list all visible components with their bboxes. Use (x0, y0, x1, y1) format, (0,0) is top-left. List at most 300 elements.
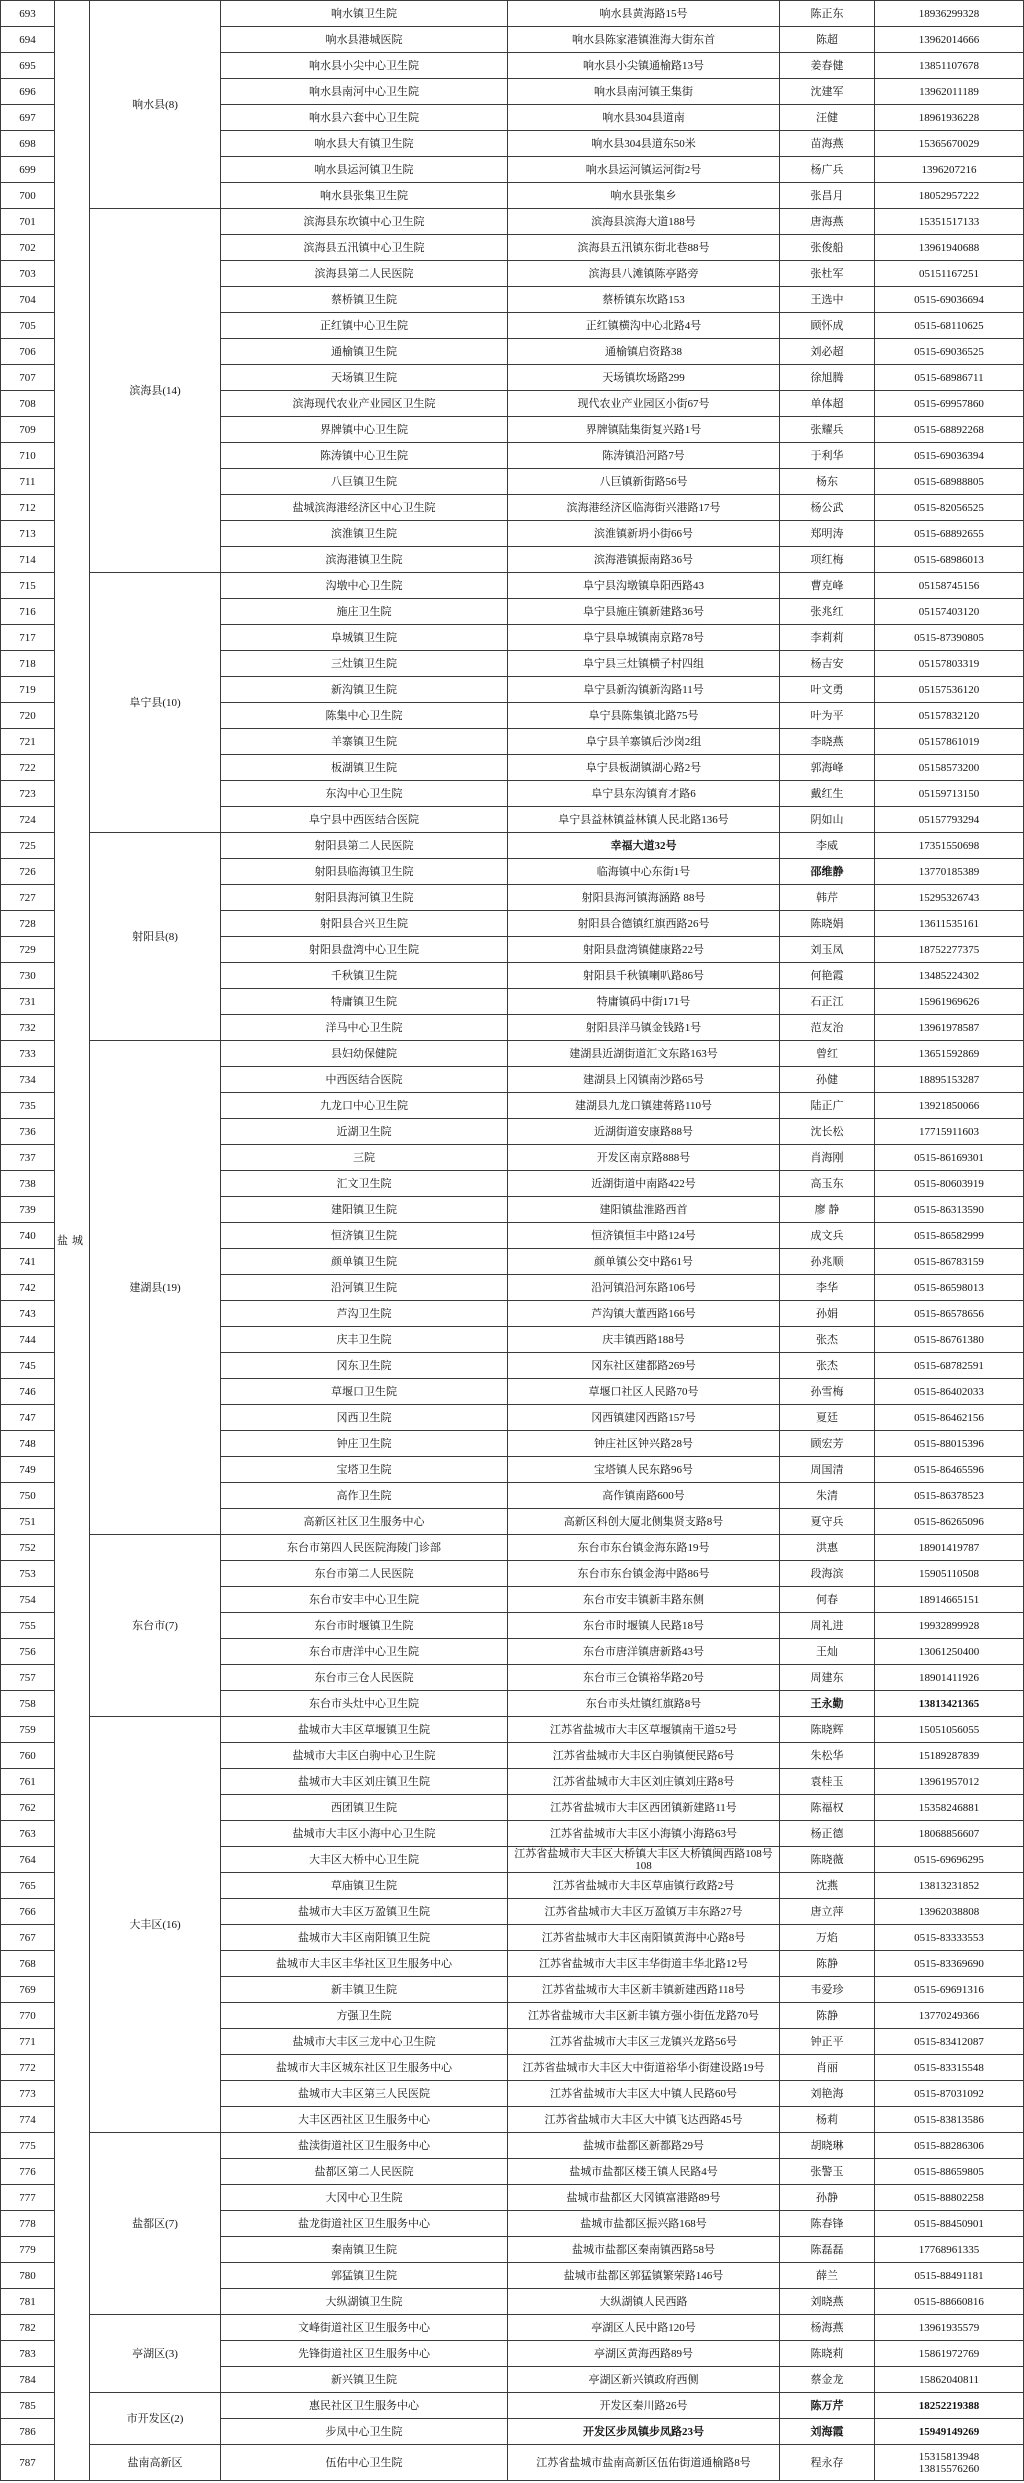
institution-name: 东台市安丰中心卫生院 (221, 1587, 508, 1613)
institution-name: 草堰口卫生院 (221, 1379, 508, 1405)
phone-number: 18752277375 (875, 937, 1024, 963)
row-number: 738 (1, 1171, 55, 1197)
institution-address: 响水县小尖镇通榆路13号 (508, 53, 780, 79)
institution-address: 建湖县九龙口镇建蒋路110号 (508, 1093, 780, 1119)
institution-address: 沿河镇沿河东路106号 (508, 1275, 780, 1301)
phone-number: 0515-86578656 (875, 1301, 1024, 1327)
contact-person: 陈晓莉 (780, 2341, 875, 2367)
institution-name: 高新区社区卫生服务中心 (221, 1509, 508, 1535)
institution-name: 响水县南河中心卫生院 (221, 79, 508, 105)
phone-number: 0515-86265096 (875, 1509, 1024, 1535)
institution-address: 开发区秦川路26号 (508, 2393, 780, 2419)
phone-number: 18936299328 (875, 1, 1024, 27)
phone-number: 13921850066 (875, 1093, 1024, 1119)
contact-person: 陈超 (780, 27, 875, 53)
institution-name: 秦南镇卫生院 (221, 2237, 508, 2263)
row-number: 776 (1, 2159, 55, 2185)
contact-person: 李晓燕 (780, 729, 875, 755)
institution-name: 大冈中心卫生院 (221, 2185, 508, 2211)
institution-address: 建阳镇盐淮路西首 (508, 1197, 780, 1223)
institution-address: 江苏省盐城市大丰区大桥镇大丰区大桥镇闽西路108号108 (508, 1847, 780, 1873)
phone-number: 18052957222 (875, 183, 1024, 209)
contact-person: 于利华 (780, 443, 875, 469)
institution-address: 亭湖区黄海西路89号 (508, 2341, 780, 2367)
institution-address: 响水县304县道南 (508, 105, 780, 131)
row-number: 743 (1, 1301, 55, 1327)
institution-address: 盐城市盐都区郭猛镇繁荣路146号 (508, 2263, 780, 2289)
contact-person: 张昌月 (780, 183, 875, 209)
row-number: 780 (1, 2263, 55, 2289)
institution-name: 先锋街道社区卫生服务中心 (221, 2341, 508, 2367)
institution-name: 正红镇中心卫生院 (221, 313, 508, 339)
institution-address: 江苏省盐城市大丰区三龙镇兴龙路56号 (508, 2029, 780, 2055)
institution-address: 特庸镇码中街171号 (508, 989, 780, 1015)
row-number: 728 (1, 911, 55, 937)
institution-name: 冈西卫生院 (221, 1405, 508, 1431)
institution-name: 响水镇卫生院 (221, 1, 508, 27)
phone-number: 13770249366 (875, 2003, 1024, 2029)
row-number: 725 (1, 833, 55, 859)
row-number: 742 (1, 1275, 55, 1301)
institution-name: 三灶镇卫生院 (221, 651, 508, 677)
phone-number: 18914665151 (875, 1587, 1024, 1613)
row-number: 713 (1, 521, 55, 547)
contact-person: 李华 (780, 1275, 875, 1301)
institution-name: 惠民社区卫生服务中心 (221, 2393, 508, 2419)
institution-address: 江苏省盐城市大丰区草庙镇行政路2号 (508, 1873, 780, 1899)
institution-address: 恒济镇恒丰中路124号 (508, 1223, 780, 1249)
row-number: 710 (1, 443, 55, 469)
phone-number: 13961935579 (875, 2315, 1024, 2341)
institution-name: 盐渎街道社区卫生服务中心 (221, 2133, 508, 2159)
institution-address: 滨海县八滩镇陈亭路旁 (508, 261, 780, 287)
phone-number: 0515-83412087 (875, 2029, 1024, 2055)
contact-person: 沈建军 (780, 79, 875, 105)
row-number: 721 (1, 729, 55, 755)
contact-person: 邵维静 (780, 859, 875, 885)
county-cell: 盐南高新区 (90, 2445, 221, 2481)
row-number: 724 (1, 807, 55, 833)
institution-address: 大纵湖镇人民西路 (508, 2289, 780, 2315)
row-number: 708 (1, 391, 55, 417)
phone-number: 0515-68988805 (875, 469, 1024, 495)
institution-name: 中西医结合医院 (221, 1067, 508, 1093)
contact-person: 周建东 (780, 1665, 875, 1691)
institution-name: 芦沟卫生院 (221, 1301, 508, 1327)
contact-person: 陈磊磊 (780, 2237, 875, 2263)
phone-number: 0515-86761380 (875, 1327, 1024, 1353)
row-number: 704 (1, 287, 55, 313)
row-number: 769 (1, 1977, 55, 2003)
row-number: 787 (1, 2445, 55, 2481)
institution-address: 东台市三仓镇裕华路20号 (508, 1665, 780, 1691)
phone-number: 05158573200 (875, 755, 1024, 781)
institution-name: 响水县小尖中心卫生院 (221, 53, 508, 79)
institution-name: 东台市三仓人民医院 (221, 1665, 508, 1691)
row-number: 703 (1, 261, 55, 287)
phone-number: 0515-68986711 (875, 365, 1024, 391)
contact-person: 段海滨 (780, 1561, 875, 1587)
phone-number: 15189287839 (875, 1743, 1024, 1769)
phone-number: 0515-69036394 (875, 443, 1024, 469)
institution-address: 天场镇坎场路299 (508, 365, 780, 391)
row-number: 719 (1, 677, 55, 703)
institution-address: 响水县黄海路15号 (508, 1, 780, 27)
institution-name: 洋马中心卫生院 (221, 1015, 508, 1041)
phone-number: 05157536120 (875, 677, 1024, 703)
contact-person: 杨公武 (780, 495, 875, 521)
phone-number: 0515-88802258 (875, 2185, 1024, 2211)
institution-address: 响水县张集乡 (508, 183, 780, 209)
phone-number: 0515-86462156 (875, 1405, 1024, 1431)
phone-number: 0515-86465596 (875, 1457, 1024, 1483)
row-number: 731 (1, 989, 55, 1015)
row-number: 786 (1, 2419, 55, 2445)
phone-number: 0515-68110625 (875, 313, 1024, 339)
institution-address: 东台市头灶镇红旗路8号 (508, 1691, 780, 1717)
row-number: 768 (1, 1951, 55, 1977)
contact-person: 陈正东 (780, 1, 875, 27)
institution-name: 盐城市大丰区第三人民医院 (221, 2081, 508, 2107)
institution-address: 阜宁县沟墩镇阜阳西路43 (508, 573, 780, 599)
institution-name: 盐城市大丰区小海中心卫生院 (221, 1821, 508, 1847)
institution-address: 东台市唐洋镇唐新路43号 (508, 1639, 780, 1665)
row-number: 717 (1, 625, 55, 651)
institution-name: 新兴镇卫生院 (221, 2367, 508, 2393)
row-number: 722 (1, 755, 55, 781)
institution-name: 盐城市大丰区刘庄镇卫生院 (221, 1769, 508, 1795)
institution-address: 盐城市盐都区楼王镇人民路4号 (508, 2159, 780, 2185)
county-cell: 亭湖区(3) (90, 2315, 221, 2393)
row-number: 771 (1, 2029, 55, 2055)
phone-number: 0515-88286306 (875, 2133, 1024, 2159)
phone-number: 18901411926 (875, 1665, 1024, 1691)
contact-person: 叶文勇 (780, 677, 875, 703)
row-number: 747 (1, 1405, 55, 1431)
phone-number: 0515-68892655 (875, 521, 1024, 547)
institution-address: 盐城市盐都区秦南镇西路58号 (508, 2237, 780, 2263)
contact-person: 袁桂玉 (780, 1769, 875, 1795)
institution-name: 射阳县第二人民医院 (221, 833, 508, 859)
contact-person: 苗海燕 (780, 131, 875, 157)
row-number: 767 (1, 1925, 55, 1951)
institution-address: 盐城市盐都区新都路29号 (508, 2133, 780, 2159)
contact-person: 刘艳海 (780, 2081, 875, 2107)
institution-name: 滨海县第二人民医院 (221, 261, 508, 287)
phone-number: 13961978587 (875, 1015, 1024, 1041)
contact-person: 杨广兵 (780, 157, 875, 183)
institution-name: 滨海港镇卫生院 (221, 547, 508, 573)
institution-address: 近湖街道安康路88号 (508, 1119, 780, 1145)
institution-name: 新沟镇卫生院 (221, 677, 508, 703)
institution-address: 响水县陈家港镇淮海大街东首 (508, 27, 780, 53)
county-cell: 建湖县(19) (90, 1041, 221, 1535)
contact-person: 洪惠 (780, 1535, 875, 1561)
phone-number: 13813421365 (875, 1691, 1024, 1717)
contact-person: 唐海燕 (780, 209, 875, 235)
institution-name: 盐都区第二人民医院 (221, 2159, 508, 2185)
phone-number: 0515-87031092 (875, 2081, 1024, 2107)
phone-number: 0515-83333553 (875, 1925, 1024, 1951)
institution-address: 阜宁县阜城镇南京路78号 (508, 625, 780, 651)
institution-address: 阜宁县三灶镇横子村四组 (508, 651, 780, 677)
contact-person: 朱清 (780, 1483, 875, 1509)
institution-address: 东台市东台镇金海中路86号 (508, 1561, 780, 1587)
row-number: 729 (1, 937, 55, 963)
phone-number: 15315813948 13815576260 (875, 2445, 1024, 2481)
institution-address: 江苏省盐城市大丰区大中镇人民路60号 (508, 2081, 780, 2107)
institution-name: 盐城市大丰区万盈镇卫生院 (221, 1899, 508, 1925)
contact-person: 郭海峰 (780, 755, 875, 781)
contact-person: 陈静 (780, 2003, 875, 2029)
institution-address: 建湖县近湖街道汇文东路163号 (508, 1041, 780, 1067)
contact-person: 张杰 (780, 1353, 875, 1379)
contact-person: 程永存 (780, 2445, 875, 2481)
institution-name: 恒济镇卫生院 (221, 1223, 508, 1249)
phone-number: 05157793294 (875, 807, 1024, 833)
institution-name: 天场镇卫生院 (221, 365, 508, 391)
phone-number: 13485224302 (875, 963, 1024, 989)
institution-address: 开发区步凤镇步凤路23号 (508, 2419, 780, 2445)
institution-name: 大纵湖镇卫生院 (221, 2289, 508, 2315)
institution-name: 滨海现代农业产业园区卫生院 (221, 391, 508, 417)
institution-name: 射阳县盘湾中心卫生院 (221, 937, 508, 963)
row-number: 733 (1, 1041, 55, 1067)
county-cell: 盐都区(7) (90, 2133, 221, 2315)
contact-person: 张杰 (780, 1327, 875, 1353)
contact-person: 顾怀成 (780, 313, 875, 339)
row-number: 705 (1, 313, 55, 339)
institution-name: 盐城市大丰区城东社区卫生服务中心 (221, 2055, 508, 2081)
contact-person: 姜春健 (780, 53, 875, 79)
contact-person: 叶为平 (780, 703, 875, 729)
institution-name: 高作卫生院 (221, 1483, 508, 1509)
row-number: 751 (1, 1509, 55, 1535)
contact-person: 阴如山 (780, 807, 875, 833)
phone-number: 05158745156 (875, 573, 1024, 599)
institution-name: 新丰镇卫生院 (221, 1977, 508, 2003)
contact-person: 陈万芹 (780, 2393, 875, 2419)
contact-person: 陈福权 (780, 1795, 875, 1821)
institution-name: 沟墩中心卫生院 (221, 573, 508, 599)
phone-number: 13962011189 (875, 79, 1024, 105)
institution-address: 响水县南河镇王集街 (508, 79, 780, 105)
institution-address: 射阳县合德镇红旗西路26号 (508, 911, 780, 937)
contact-person: 王选中 (780, 287, 875, 313)
contact-person: 徐旭腾 (780, 365, 875, 391)
phone-number: 05157803319 (875, 651, 1024, 677)
row-number: 761 (1, 1769, 55, 1795)
institution-name: 县妇幼保健院 (221, 1041, 508, 1067)
institution-name: 郭猛镇卫生院 (221, 2263, 508, 2289)
row-number: 744 (1, 1327, 55, 1353)
phone-number: 0515-87390805 (875, 625, 1024, 651)
row-number: 756 (1, 1639, 55, 1665)
contact-person: 杨正德 (780, 1821, 875, 1847)
institution-address: 建湖县上冈镇南沙路65号 (508, 1067, 780, 1093)
row-number: 735 (1, 1093, 55, 1119)
county-cell: 响水县(8) (90, 1, 221, 209)
contact-person: 项红梅 (780, 547, 875, 573)
institution-name: 近湖卫生院 (221, 1119, 508, 1145)
institution-name: 千秋镇卫生院 (221, 963, 508, 989)
contact-person: 高玉东 (780, 1171, 875, 1197)
institution-address: 阜宁县施庄镇新建路36号 (508, 599, 780, 625)
institution-address: 滨海县滨海大道188号 (508, 209, 780, 235)
institution-name: 方强卫生院 (221, 2003, 508, 2029)
contact-person: 杨海燕 (780, 2315, 875, 2341)
contact-person: 周礼进 (780, 1613, 875, 1639)
phone-number: 15365670029 (875, 131, 1024, 157)
institution-name: 颜单镇卫生院 (221, 1249, 508, 1275)
institution-address: 江苏省盐城市大丰区西团镇新建路11号 (508, 1795, 780, 1821)
row-number: 785 (1, 2393, 55, 2419)
phone-number: 18068856607 (875, 1821, 1024, 1847)
phone-number: 0515-83315548 (875, 2055, 1024, 2081)
institution-address: 冈西镇建冈西路157号 (508, 1405, 780, 1431)
contact-person: 廖 静 (780, 1197, 875, 1223)
row-number: 697 (1, 105, 55, 131)
row-number: 758 (1, 1691, 55, 1717)
institution-address: 通榆镇启资路38 (508, 339, 780, 365)
row-number: 755 (1, 1613, 55, 1639)
row-number: 695 (1, 53, 55, 79)
institution-address: 响水县304县道东50米 (508, 131, 780, 157)
institution-address: 冈东社区建都路269号 (508, 1353, 780, 1379)
institution-name: 三院 (221, 1145, 508, 1171)
institution-address: 临海镇中心东街1号 (508, 859, 780, 885)
row-number: 763 (1, 1821, 55, 1847)
row-number: 723 (1, 781, 55, 807)
institution-address: 阜宁县东沟镇育才路6 (508, 781, 780, 807)
contact-person: 范友治 (780, 1015, 875, 1041)
row-number: 779 (1, 2237, 55, 2263)
phone-number: 0515-86402033 (875, 1379, 1024, 1405)
contact-person: 韩芹 (780, 885, 875, 911)
row-number: 762 (1, 1795, 55, 1821)
row-number: 712 (1, 495, 55, 521)
institution-address: 江苏省盐城市盐南高新区伍佑街道通榆路8号 (508, 2445, 780, 2481)
phone-number: 0515-86313590 (875, 1197, 1024, 1223)
phone-number: 13962038808 (875, 1899, 1024, 1925)
phone-number: 13770185389 (875, 859, 1024, 885)
institution-address: 江苏省盐城市大丰区草堰镇南干道52号 (508, 1717, 780, 1743)
institution-address: 射阳县洋马镇金钱路1号 (508, 1015, 780, 1041)
contact-person: 刘玉凤 (780, 937, 875, 963)
phone-number: 0515-82056525 (875, 495, 1024, 521)
institution-name: 东台市头灶中心卫生院 (221, 1691, 508, 1717)
institution-name: 蔡桥镇卫生院 (221, 287, 508, 313)
county-cell: 大丰区(16) (90, 1717, 221, 2133)
institution-address: 江苏省盐城市大丰区丰华街道丰华北路12号 (508, 1951, 780, 1977)
contact-person: 薛兰 (780, 2263, 875, 2289)
phone-number: 18961936228 (875, 105, 1024, 131)
row-number: 730 (1, 963, 55, 989)
phone-number: 0515-68782591 (875, 1353, 1024, 1379)
institution-name: 文峰街道社区卫生服务中心 (221, 2315, 508, 2341)
phone-number: 0515-68986013 (875, 547, 1024, 573)
institution-name: 射阳县临海镇卫生院 (221, 859, 508, 885)
institution-address: 滨海港经济区临海街兴港路17号 (508, 495, 780, 521)
phone-number: 0515-88660816 (875, 2289, 1024, 2315)
row-number: 753 (1, 1561, 55, 1587)
institution-address: 射阳县千秋镇喇叭路86号 (508, 963, 780, 989)
row-number: 778 (1, 2211, 55, 2237)
institution-name: 西团镇卫生院 (221, 1795, 508, 1821)
contact-person: 汪健 (780, 105, 875, 131)
row-number: 736 (1, 1119, 55, 1145)
institution-name: 东台市第四人民医院海陵门诊部 (221, 1535, 508, 1561)
phone-number: 05157832120 (875, 703, 1024, 729)
phone-number: 05151167251 (875, 261, 1024, 287)
institution-name: 庆丰卫生院 (221, 1327, 508, 1353)
institution-address: 亭湖区新兴镇政府西侧 (508, 2367, 780, 2393)
contact-person: 张耀兵 (780, 417, 875, 443)
institution-name: 响水县运河镇卫生院 (221, 157, 508, 183)
institution-address: 草堰口社区人民路70号 (508, 1379, 780, 1405)
phone-number: 0515-83813586 (875, 2107, 1024, 2133)
institution-name: 大丰区大桥中心卫生院 (221, 1847, 508, 1873)
contact-person: 成文兵 (780, 1223, 875, 1249)
county-cell: 阜宁县(10) (90, 573, 221, 833)
phone-number: 17715911603 (875, 1119, 1024, 1145)
row-number: 700 (1, 183, 55, 209)
contact-person: 胡晓琳 (780, 2133, 875, 2159)
row-number: 752 (1, 1535, 55, 1561)
institution-address: 幸福大道32号 (508, 833, 780, 859)
row-number: 760 (1, 1743, 55, 1769)
row-number: 772 (1, 2055, 55, 2081)
contact-person: 钟正平 (780, 2029, 875, 2055)
phone-number: 0515-69036525 (875, 339, 1024, 365)
institution-name: 陈涛镇中心卫生院 (221, 443, 508, 469)
contact-person: 陈静 (780, 1951, 875, 1977)
contact-person: 郑明涛 (780, 521, 875, 547)
institution-address: 响水县运河镇运河街2号 (508, 157, 780, 183)
phone-number: 0515-88491181 (875, 2263, 1024, 2289)
phone-number: 0515-88659805 (875, 2159, 1024, 2185)
institution-name: 步凤中心卫生院 (221, 2419, 508, 2445)
contact-person: 孙静 (780, 2185, 875, 2211)
institution-name: 界牌镇中心卫生院 (221, 417, 508, 443)
institution-name: 射阳县合兴卫生院 (221, 911, 508, 937)
institution-address: 芦沟镇大董西路166号 (508, 1301, 780, 1327)
institution-name: 沿河镇卫生院 (221, 1275, 508, 1301)
phone-number: 15051056055 (875, 1717, 1024, 1743)
institution-address: 东台市安丰镇新丰路东侧 (508, 1587, 780, 1613)
institution-name: 施庄卫生院 (221, 599, 508, 625)
contact-person: 孙娟 (780, 1301, 875, 1327)
row-number: 774 (1, 2107, 55, 2133)
phone-number: 18901419787 (875, 1535, 1024, 1561)
row-number: 699 (1, 157, 55, 183)
phone-number: 15295326743 (875, 885, 1024, 911)
institution-address: 高新区科创大厦北侧集贤支路8号 (508, 1509, 780, 1535)
institution-address: 颜单镇公交中路61号 (508, 1249, 780, 1275)
phone-number: 15862040811 (875, 2367, 1024, 2393)
institution-name: 冈东卫生院 (221, 1353, 508, 1379)
institution-address: 射阳县盘湾镇健康路22号 (508, 937, 780, 963)
institution-name: 响水县张集卫生院 (221, 183, 508, 209)
phone-number: 15905110508 (875, 1561, 1024, 1587)
institution-name: 陈集中心卫生院 (221, 703, 508, 729)
row-number: 734 (1, 1067, 55, 1093)
institution-address: 盐城市盐都区振兴路168号 (508, 2211, 780, 2237)
institution-address: 东台市东台镇金海东路19号 (508, 1535, 780, 1561)
row-number: 750 (1, 1483, 55, 1509)
row-number: 714 (1, 547, 55, 573)
phone-number: 1396207216 (875, 157, 1024, 183)
